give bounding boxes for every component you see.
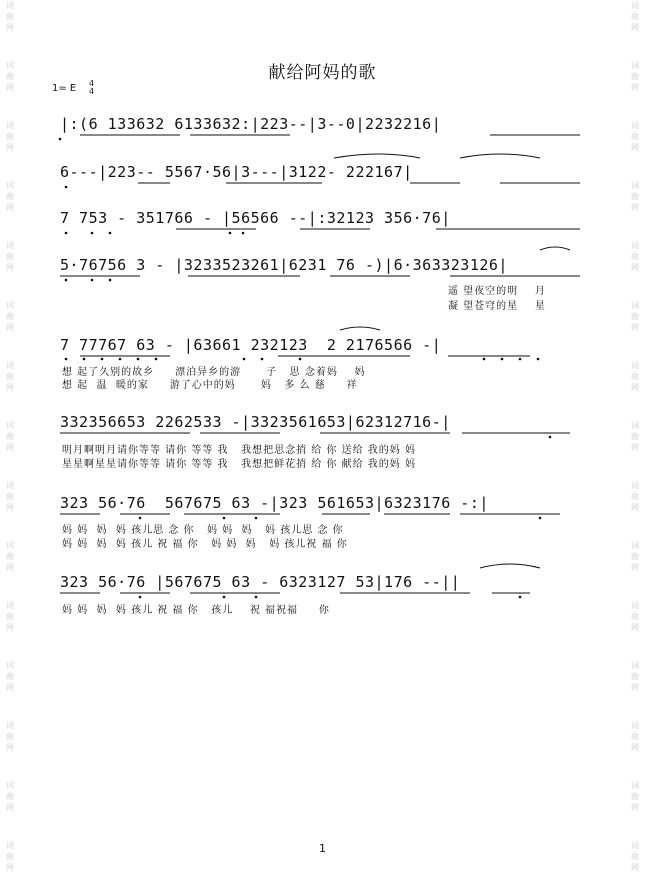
score-row-3: 7 753 - 351766 - |56566 --|:32123 356·76|: [60, 209, 451, 227]
lyric-row-5-verse-2: 想 起 温 暖的家 游了心中的妈 妈 多 么 慈 祥: [62, 380, 358, 391]
watermark-text: 词 曲 网: [631, 421, 639, 452]
score-row-5: 7 77767 63 - |63661 232123 2 2176566 -|: [60, 336, 442, 354]
octave-dot: [242, 232, 245, 235]
octave-dot: [501, 358, 504, 361]
octave-dot: [91, 232, 94, 235]
watermark-text: 词 曲 网: [6, 121, 14, 152]
meter-bottom: 4: [89, 87, 95, 96]
octave-dot: [139, 596, 142, 599]
octave-dot: [223, 596, 226, 599]
lyric-row-7-verse-2: 妈 妈 妈 妈 孩儿 祝 福 你 妈 妈 妈 妈 孩儿祝 福 你: [62, 539, 348, 550]
slur: [334, 154, 420, 158]
octave-dot: [519, 358, 522, 361]
watermark-text: 词 曲 网: [631, 541, 639, 572]
watermark-text: 词 曲 网: [631, 661, 639, 692]
score-row-7: 323 56·76 567675 63 -|323 561653|6323176 -:|: [60, 494, 489, 512]
octave-dot: [91, 279, 94, 282]
lyric-row-6-verse-2: 星星啊星星请你等等 请你 等等 我 我想把鲜花捎 给 你 献给 我的妈 妈: [62, 459, 416, 470]
watermark-text: 词 曲 网: [631, 361, 639, 392]
octave-dot: [549, 436, 552, 439]
octave-dot: [139, 517, 142, 520]
watermark-text: 词 曲 网: [6, 181, 14, 212]
watermark-text: 词 曲 网: [6, 241, 14, 272]
slur: [480, 564, 540, 568]
watermark-text: 词 曲 网: [6, 421, 14, 452]
lyric-row-8-verse-1: 妈 妈 妈 妈 孩儿 祝 福 你 孩儿 祝 福祝福 你: [62, 605, 330, 616]
octave-dot: [229, 232, 232, 235]
lyric-row-7-verse-1: 妈 妈 妈 妈 孩儿思 念 你 妈 妈 妈 妈 孩儿思 念 你: [62, 525, 344, 536]
watermark-text: 词 曲 网: [631, 181, 639, 212]
score-row-2: 6---|223-- 5567·56|3---|3122- 222167|: [60, 163, 413, 181]
watermark-text: 词 曲 网: [631, 1, 639, 32]
watermark-text: 词 曲 网: [631, 841, 639, 872]
octave-dot: [255, 596, 258, 599]
watermark-text: 词 曲 网: [6, 1, 14, 32]
octave-dot: [519, 596, 522, 599]
octave-dot: [59, 138, 62, 141]
watermark-text: 词 曲 网: [631, 481, 639, 512]
watermark-text: 词 曲 网: [6, 781, 14, 812]
octave-dot: [137, 358, 140, 361]
watermark-text: 词 曲 网: [631, 61, 639, 92]
octave-dot: [65, 358, 68, 361]
lyric-row-6-verse-1: 明月啊明月请你等等 请你 等等 我 我想把思念捎 给 你 送给 我的妈 妈: [62, 445, 416, 456]
octave-dot: [537, 358, 540, 361]
watermark-text: 词 曲 网: [6, 661, 14, 692]
watermark-text: 词 曲 网: [6, 301, 14, 332]
octave-dot: [109, 232, 112, 235]
score-row-6: 332356653 2262533 -|3323561653|62312716-|: [60, 413, 451, 431]
octave-dot: [119, 358, 122, 361]
watermark-text: 词 曲 网: [631, 721, 639, 752]
watermark-text: 词 曲 网: [6, 721, 14, 752]
octave-dot: [65, 186, 68, 189]
watermark-text: 词 曲 网: [631, 241, 639, 272]
song-title: 献给阿妈的歌: [268, 63, 377, 83]
watermark-text: 词 曲 网: [6, 481, 14, 512]
octave-dot: [539, 517, 542, 520]
watermark-text: 词 曲 网: [631, 301, 639, 332]
watermark-text: 词 曲 网: [6, 601, 14, 632]
slur: [540, 247, 570, 250]
octave-dot: [223, 517, 226, 520]
octave-dot: [65, 279, 68, 282]
score-row-4: 5·76756 3 - |3233523261|6231 76 -)|6·363323126|: [60, 256, 508, 274]
watermark-text: 词 曲 网: [6, 541, 14, 572]
watermark-text: 词 曲 网: [631, 601, 639, 632]
lyric-row-4-verse-2: 凝 望苍穹的星 星: [448, 301, 546, 312]
score-row-8: 323 56·76 |567675 63 - 6323127 53|176 --||: [60, 573, 461, 591]
octave-dot: [483, 358, 486, 361]
octave-dot: [155, 358, 158, 361]
octave-dot: [65, 232, 68, 235]
octave-dot: [255, 517, 258, 520]
watermark-text: 词 曲 网: [631, 121, 639, 152]
watermark-text: 词 曲 网: [6, 361, 14, 392]
watermark-text: 词 曲 网: [6, 61, 14, 92]
octave-dot: [83, 358, 86, 361]
octave-dot: [299, 358, 302, 361]
key-signature: 1= E: [52, 83, 77, 94]
page-number: 1: [319, 842, 326, 855]
slur: [340, 327, 380, 330]
octave-dot: [109, 279, 112, 282]
watermark-text: 词 曲 网: [6, 841, 14, 872]
watermark-text: 词 曲 网: [631, 781, 639, 812]
slur: [460, 154, 540, 158]
octave-dot: [261, 358, 264, 361]
lyric-row-4-verse-1: 遥 望夜空的明 月: [448, 286, 546, 297]
lyric-row-5-verse-1: 想 起了久别的故乡 漂泊异乡的游 子 思 念着妈 妈: [62, 367, 366, 378]
score-row-1: |:(6 133632 6133632:|223--|3--0|2232216|: [60, 115, 442, 133]
octave-dot: [101, 358, 104, 361]
octave-dot: [243, 358, 246, 361]
meter-top: 4: [89, 79, 95, 88]
